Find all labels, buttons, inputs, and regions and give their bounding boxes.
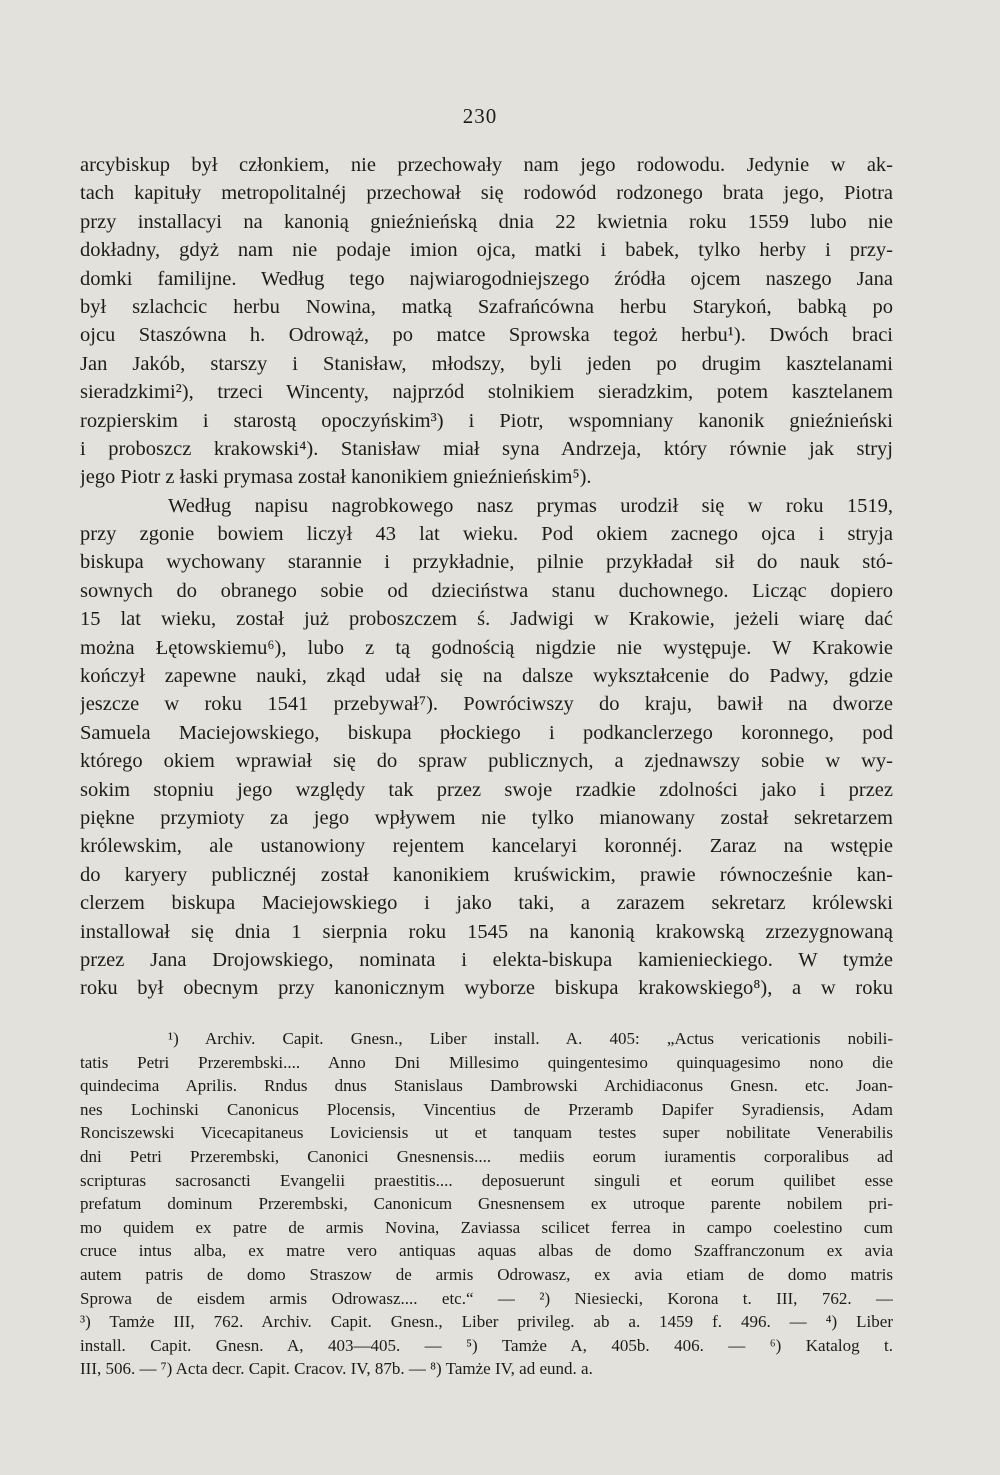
- body-line: do karyery publicznéj został kanonikiem kruświckim, prawie równocześnie kan-: [80, 863, 893, 886]
- body-line: sieradzkimi²), trzeci Wincenty, najprzód stolnikiem sieradzkim, potem kasztelanem: [80, 381, 893, 404]
- body-line: sownych do obranego sobie od dzieciństwa stanu duchownego. Licząc dopiero: [80, 579, 893, 602]
- body-line: installował się dnia 1 sierpnia roku 1545 na kanonią krakowską zrzezygnowaną: [80, 920, 893, 943]
- body-line: którego okiem wprawiał się do spraw publicznych, a zjednawszy sobie w wy-: [80, 750, 893, 773]
- body-line: jego Piotr z łaski prymasa został kanonikiem gnieźnieńskim⁵).: [80, 466, 592, 489]
- body-line: biskupa wychowany starannie i przykładnie, pilnie przykładał sił do nauk stó-: [80, 551, 893, 574]
- body-line: roku był obecnym przy kanonicznym wyborze biskupa krakowskiego⁸), a w roku: [80, 977, 893, 1000]
- body-line: kończył zapewne nauki, zkąd udał się na dalsze wykształcenie do Padwy, gdzie: [80, 665, 893, 688]
- body-line: dokładny, gdyż nam nie podaje imion ojca, matki i babek, tylko herby i przy-: [80, 239, 893, 262]
- body-line: Według napisu nagrobkowego nasz prymas urodził się w roku 1519,: [168, 494, 893, 517]
- body-line: można Łętowskiemu⁶), lubo z tą godnością nigdzie nie występuje. W Krakowie: [80, 636, 893, 659]
- footnote-line: ³) Tamże III, 762. Archiv. Capit. Gnesn., Liber privileg. ab a. 1459 f. 496. — ⁴) Liber: [80, 1312, 893, 1332]
- footnote-line: quindecima Aprilis. Rndus dnus Stanislaus Dambrowski Archidiaconus Gnesn. etc. Joan-: [80, 1076, 893, 1096]
- body-line: jeszcze w roku 1541 przebywał⁷). Powróciwszy do kraju, bawił na dworze: [80, 693, 893, 716]
- body-line: domki familijne. Według tego najwiarogodniejszego źródła ojcem naszego Jana: [80, 267, 893, 290]
- body-line: przez Jana Drojowskiego, nominata i elekta-biskupa kamienieckiego. W tymże: [80, 948, 893, 971]
- body-line: Samuela Maciejowskiego, biskupa płockiego i podkanclerzego koronnego, pod: [80, 721, 893, 744]
- footnote-line: scripturas sacrosancti Evangelii praestitis.... deposuerunt singuli et eorum quilibet esse: [80, 1170, 893, 1190]
- body-line: królewskim, ale ustanowiony rejentem kancelaryi koronnéj. Zaraz na wstępie: [80, 835, 893, 858]
- page-number: 230: [462, 104, 498, 128]
- footnotes: [80, 1027, 893, 1381]
- footnote-line: cruce intus alba, ex matre vero antiquas aquas albas de domo Szaffranczonum ex avia: [80, 1241, 893, 1261]
- footnote-line: ¹) Archiv. Capit. Gnesn., Liber install. A. 405: „Actus vericationis nobili-: [168, 1029, 893, 1048]
- body-line: przy zgonie bowiem liczył 43 lat wieku. Pod okiem zacnego ojca i stryja: [80, 523, 893, 546]
- footnote-line: Ronciszewski Vicecapitaneus Loviciensis ut et tanquam testes super nobilitate Venerabilis: [80, 1123, 893, 1143]
- footnote-line: install. Capit. Gnesn. A, 403—405. — ⁵) Tamże A, 405b. 406. — ⁶) Katalog t.: [80, 1335, 893, 1355]
- body-line: sokim stopniu jego względy tak przez swoje rzadkie zdolności jako i przez: [80, 778, 893, 801]
- footnote-line: Sprowa de eisdem armis Odrowasz.... etc.“ — ²) Niesiecki, Korona t. III, 762. —: [80, 1288, 893, 1308]
- footnote-line: III, 506. — ⁷) Acta decr. Capit. Cracov. IV, 87b. — ⁸) Tamże IV, ad eund. a.: [80, 1359, 593, 1379]
- body-line: arcybiskup był członkiem, nie przechowały nam jego rodowodu. Jedynie w ak-: [80, 154, 893, 176]
- body-line: ojcu Staszówna h. Odrowąż, po matce Sprowska tegoż herbu¹). Dwóch braci: [80, 324, 893, 347]
- body-line: Jan Jakób, starszy i Stanisław, młodszy, byli jeden po drugim kasztelanami: [80, 352, 893, 375]
- footnote-line: prefatum dominum Przerembski, Canonicum Gnesnensem ex utroque parente nobilem pri-: [80, 1194, 893, 1214]
- body-line: 15 lat wieku, został już proboszczem ś. Jadwigi w Krakowie, jeżeli wiarę dać: [80, 608, 893, 631]
- body-text: [80, 151, 893, 1003]
- body-line: był szlachcic herbu Nowina, matką Szafrańcówna herbu Starykoń, babką po: [80, 295, 893, 318]
- body-line: tach kapituły metropolitalnéj przechował się rodowód rodzonego brata jego, Piotra: [80, 182, 893, 205]
- body-line: piękne przymioty za jego wpływem nie tylko mianowany został sekretarzem: [80, 806, 893, 829]
- footnote-line: mo quidem ex patre de armis Novina, Zaviassa scilicet ferrea in campo coelestino cum: [80, 1217, 893, 1237]
- footnote-line: tatis Petri Przerembski.... Anno Dni Millesimo quingentesimo quinquagesimo nono die: [80, 1052, 893, 1072]
- body-line: clerzem biskupa Maciejowskiego i jako taki, a zarazem sekretarz królewski: [80, 892, 893, 915]
- body-line: i proboszcz krakowski⁴). Stanisław miał syna Andrzeja, który równie jak stryj: [80, 437, 893, 460]
- body-line: przy installacyi na kanonią gnieźnieńską dnia 22 kwietnia roku 1559 lubo nie: [80, 210, 893, 233]
- footnote-line: autem patris de domo Straszow de armis Odrowasz, ex avia etiam de domo matris: [80, 1264, 893, 1284]
- body-line: rozpierskim i starostą opoczyńskim³) i Piotr, wspomniany kanonik gnieźnieński: [80, 409, 893, 432]
- footnote-line: nes Lochinski Canonicus Plocensis, Vincentius de Przeramb Dapifer Syradiensis, Adam: [80, 1099, 893, 1119]
- footnote-line: dni Petri Przerembski, Canonici Gnesnensis.... mediis eorum iuramentis corporalibus ad: [80, 1146, 893, 1166]
